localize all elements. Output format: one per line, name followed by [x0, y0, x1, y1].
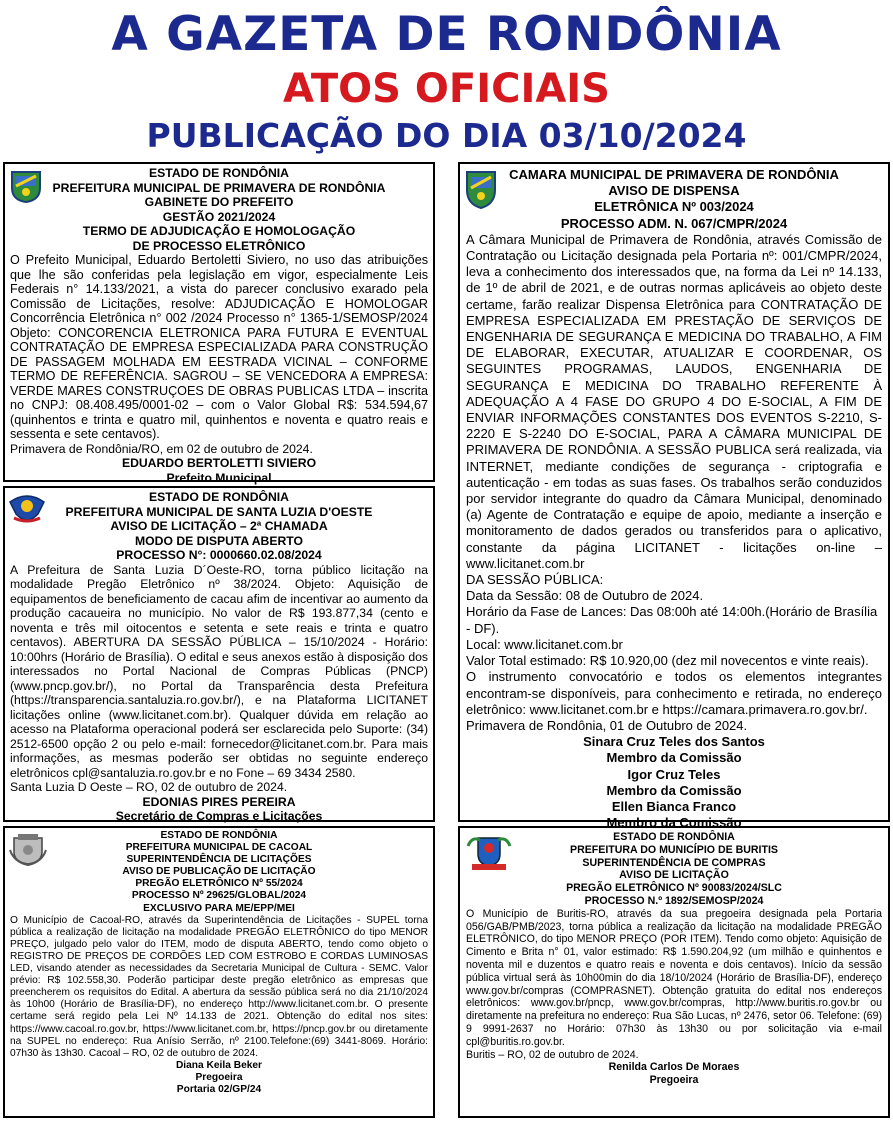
notice3-value: Valor Total estimado: R$ 10.920,00 (dez mil novecentos e vinte reais).: [466, 653, 869, 669]
notice5-process: PROCESSO N.º 1892/SEMOSP/2024: [584, 894, 764, 907]
notice3-session-hours: Horário da Fase de Lances: Das 08:00h até 14:00h.(Horário de Brasília - DF).: [466, 604, 878, 636]
notice4-signer-name: Diana Keila Beker: [175, 1059, 263, 1071]
notice4-signer-role: Pregoeira: [195, 1071, 243, 1083]
notice1-title: TERMO DE ADJUDICAÇÃO E HOMOLOGAÇÃO: [82, 224, 356, 238]
notice4-pregao: PREGÃO ELETRÔNICO Nº 55/2024: [135, 878, 303, 890]
notice4-state: ESTADO DE RONDÔNIA: [160, 830, 278, 841]
notice1-office: GABINETE DO PREFEITO: [144, 195, 294, 209]
notice2-title: AVISO DE LICITAÇÃO – 2ª CHAMADA: [110, 519, 328, 533]
notice2-entity: PREFEITURA MUNICIPAL DE SANTA LUZIA D'OESTE: [65, 504, 373, 519]
notice5-signer-name: Renilda Carlos De Moraes: [608, 1061, 740, 1074]
notice3-date: Primavera de Rondônia, 01 de Outubro de 2024.: [466, 717, 748, 733]
notice4-title: AVISO DE PUBLICAÇÃO DE LICITAÇÃO: [122, 866, 316, 878]
notice3-signer2-role: Membro da Comissão: [606, 782, 742, 798]
masthead-title: A GAZETA DE RONDÔNIA: [111, 7, 782, 62]
notice3-entity: CAMARA MUNICIPAL DE PRIMAVERA DE RONDÔNIA: [509, 167, 839, 182]
notice2-signer-role: Secretário de Compras e Licitações: [115, 809, 323, 823]
notice1-date: Primavera de Rondônia/RO, em 02 de outubro de 2024.: [10, 441, 313, 456]
notice3-signer1-name: Sinara Cruz Teles dos Santos: [583, 734, 765, 750]
santa-luzia-crest-icon: [8, 492, 46, 526]
notice3-body: A Câmara Municipal de Primavera de Rondônia, através Comissão de Contratação ou Licitação designada pela Portaria nº: 001/CMPR/2024, leva a conhecimento dos interessados que, na forma da Lei nº 14.133, de 1º de abril de 2021, e de outras normas aplicáveis ao objeto deste certame, farão realizar Dispensa Eletrônica para CONTRATAÇÃO DE EMPRESA ESPECIALIZADA EM PRESTAÇÃO DE SERVIÇOS DE ENGENHARIA DE SEGURANÇA E MEDICINA DO TRABALHO, A FIM DE ELABORAR, EXECUTAR, ATUALIZAR E COORDENAR, OS SEGUINTES PROGRAMAS, LAUDOS, ENGENHARIA DE SEGURANÇA E MEDICINA DO TRABALHO REFERENTE À ADEQUAÇÃO A 4 FASE DO GRUPO 4 DO E-SOCIAL, A FIM DE ENVIAR INFORMAÇÕES CONSTANTES DOS EVENTOS S-2210, S-2220 E S-2240 DO E-SOCIAL, PARA A CÂMARA MUNICIPAL DE PRIMAVERA DE RONDÔNIA. A SESSÃO PUBLICA será realizada, via INTERNET, mediante condições de segurança - criptografia e autenticação - em todas as suas fases. Os trabalhos serão conduzidos por servidor integrante do quadro da Câmara Municipal, denominado (a) Agente de Contratação e equipe de apoio, mediante a inserção e monitoramento de dados gerados ou transferidos para o aplicativo, constante da página LICITANET - licitações on-line – www.licitanet.com.br: [466, 231, 882, 571]
notice2-process: PROCESSO N°: 0000660.02.08/2024: [116, 548, 322, 562]
notice-buritis: [458, 826, 890, 1118]
notice-camara-primavera: [458, 162, 890, 831]
notice2-state: ESTADO DE RONDÔNIA: [149, 490, 289, 504]
notice5-date: Buritis – RO, 02 de outubro de 2024.: [466, 1048, 639, 1061]
notice5-office: SUPERINTENDÊNCIA DE COMPRAS: [582, 856, 766, 869]
notice3-signer1-role: Membro da Comissão: [606, 750, 742, 766]
notice4-office: SUPERINTENDÊNCIA DE LICITAÇÕES: [126, 854, 312, 866]
primavera-crest-icon: [8, 168, 44, 204]
notice5-entity: PREFEITURA DO MUNICÍPIO DE BURITIS: [570, 843, 778, 856]
notice2-signer-name: EDONIAS PIRES PEREIRA: [142, 794, 296, 809]
notice4-body: O Município de Cacoal-RO, através da Superintendência de Licitações - SUPEL torna pública a realização de licitação na modalidade PREGÃO ELETRÔNICO do tipo MENOR PREÇO, julgado pelo valor do ITEM, modo de disputa ABERTO, tendo como objeto o REGISTRO DE PREÇOS DE CORDÕES LED COM ESTROBO E CORDAS LUMINOSAS LED, visando atender as necessidades da Secretaria Municipal de Cultura - SEMC. Valor prévio: R$ 102.558,30. Poderão participar deste pregão eletrônico as empresas que preencherem os requisitos do Edital. A abertura da sessão pública será no dia 21/10/2024 às 10h00 (Horário de Brasília-DF), no endereço http://www.licitanet.com.br. O presente certame será regido pela Lei Nº 14.133 de 2021. Obtenção do edital nos sites: https://www.cacoal.ro.gov.br, https://www.licitanet.com.br, https://pncp.gov.br ou diretamente na SUPEL no endereço: Rua Anísio Serrão, nº 2100.Telefone:(69) 3441-8069. Horário: 07h30 às 13h30. Cacoal – RO, 02 de outubro de 2024.: [10, 914, 428, 1059]
notice3-process: PROCESSO ADM. N. 067/CMPR/2024: [560, 215, 788, 231]
notice4-exclusive: EXCLUSIVO PARA ME/EPP/MEI: [143, 902, 295, 914]
notice5-state: ESTADO DE RONDÔNIA: [613, 831, 735, 843]
notice-primavera-prefeitura: [3, 162, 435, 485]
notice2-date: Santa Luzia D Oeste – RO, 02 de outubro de 2024.: [10, 780, 288, 794]
buritis-crest-icon: [466, 832, 512, 872]
notice1-body: O Prefeito Municipal, Eduardo Bertoletti Siviero, no uso das atribuições que lhe são conferidas pela legislação em vigor, especialmente Leis Federais n° 14.133/2021, a vista do parecer conclusivo exarado pela Comissão de Licitações, resolve: ADJUDICAÇÃO E HOMOLOGAR Concorrência Eletrônica n° 002 /2024 Processo n° 1365-1/SEMOSP/2024 Objeto: CONCORENCIA ELETRONICA PARA FUTURA E EVENTUAL CONTRATAÇÃO DE EMPRESA ESPECIALIZADA PARA CONSTRUÇÃO DE PASSAGEM MOLHADA EM EESTRADA VICINAL – CONFORME TERMO DE REFERÊNCIA. SAGROU – SE VENCEDORA A EMPRESA: VERDE MARES CONSTRUÇOES DE OBRAS PUBLICAS LTDA – inscrita no CNPJ: 08.408.495/0001-02 – com o Valor Global R$: 534.594,67 (quinhentos e trinta e quatro mil, quinhentos e noventa e quatro reais e sessenta e sete centavos).: [10, 253, 428, 441]
masthead-edition: PUBLICAÇÃO DO DIA 03/10/2024: [146, 116, 747, 155]
notice-cacoal: [3, 826, 435, 1118]
notice4-signer-doc: Portaria 02/GP/24: [176, 1083, 262, 1095]
notice3-instrument: O instrumento convocatório e todos os elementos integrantes encontram-se disponíveis, para conhecimento e retirada, no endereço eletrônico: www.licitanet.com.br e https://camara.primavera.ro.gov.br/.: [466, 669, 882, 717]
masthead-section: ATOS OFICIAIS: [283, 66, 610, 112]
notice1-term: GESTÃO 2021/2024: [162, 209, 276, 224]
notice5-title: AVISO DE LICITAÇÃO: [619, 869, 729, 882]
notice3-session-title: DA SESSÃO PÚBLICA:: [466, 572, 604, 588]
notice1-entity: PREFEITURA MUNICIPAL DE PRIMAVERA DE RONDÔNIA: [52, 180, 386, 195]
notice-santa-luzia: [3, 486, 435, 822]
notice4-entity: PREFEITURA MUNICIPAL DE CACOAL: [125, 842, 313, 854]
notice4-process: PROCESSO Nº 29625/GLOBAL/2024: [131, 890, 307, 902]
notice2-body: A Prefeitura de Santa Luzia D´Oeste-RO, torna público licitação na modalidade Pregão Eletrônico nº 38/2024. Objeto: Aquisição de equipamentos de beneficiamento de cacau afim de incentivar ao aumento da produção cacaueira no município. No valor de R$ 193.877,34 (cento e noventa e três mil oitocentos e setenta e sete reais e trinta e quatro centavos). ABERTURA DA SESSÃO PÚBLICA – 15/10/2024 - Horário: 10:00hrs (Horário de Brasília). O edital e seus anexos estão à disposição dos interessados no Portal Nacional de Compras Públicas (PNCP) (www.pncp.gov.br/), no Portal da Transparência desta Prefeitura (https://transparencia.santaluzia.ro.gov.br/), e na Plataforma LICITANET licitações online (www.licitanet.com.br). Qualquer dúvida em relação ao acesso na Plataforma operacional poderá ser esclarecida pelo Suporte: (34) 2512-6500 opção 2 ou pelo e-mail: fornecedor@licitanet.com.br. Para mais informações, as mesmas poderão ser obtidas no seguinte endereço eletrônicos cpl@santaluzia.ro.gov.br e no Fone – 69 3434 2580.: [10, 562, 428, 780]
notice1-subtitle: DE PROCESSO ELETRÔNICO: [132, 238, 306, 253]
notice3-local: Local: www.licitanet.com.br: [466, 636, 623, 652]
notice5-body: O Município de Buritis-RO, através da sua pregoeira designada pela Portaria 056/GAB/PMB/2023, torna pública a realização da licitação na modalidade PREGÃO ELETRÔNICO, do tipo MENOR PREÇO (POR ITEM). Tendo como objeto: Aquisição de Cimento e Brita n° 01, valor estimado: R$ 1.590.204,92 (um milhão e quinhentos e noventa mil e duzentos e quatro reais e noventa e dois centavos). Início da sessão pública virtual será às 10h00min do dia 18/10/2024 (Horário de Brasília-DF), endereço www.gov.br/compras (COMPRASNET). Obtenção gratuita do edital nos endereços eletrônicos: www.gov.br/pncp, www.gov.br/compras, http://www.buritis.ro.gov.br ou diretamente na prefeitura no endereço: Rua São Lucas, nº 2476, setor 06. Telefone: (69) 9 9991-2637 no Horário: 07h30 às 13h30 ou por solicitação via e-mail cpl@buritis.ro.gov.br.: [466, 907, 882, 1048]
notice3-session-date: Data da Sessão: 08 de Outubro de 2024.: [466, 588, 704, 604]
notice5-pregao: PREGÃO ELETRÔNICO Nº 90083/2024/SLC: [566, 882, 782, 895]
notice2-mode: MODO DE DISPUTA ABERTO: [135, 533, 303, 548]
notice1-signer-name: EDUARDO BERTOLETTI SIVIERO: [121, 456, 317, 470]
camara-crest-icon: [463, 168, 499, 210]
notice3-number: ELETRÔNICA Nº 003/2024: [594, 199, 754, 215]
cacoal-crest-icon: [8, 832, 48, 866]
notice3-signer2-name: Igor Cruz Teles: [627, 766, 721, 782]
notice3-signer3-role: Membro da Comissão: [606, 815, 742, 831]
notice1-signer-role: Prefeito Municipal: [166, 470, 272, 485]
notice3-signer3-name: Ellen Bianca Franco: [611, 798, 737, 814]
notice5-signer-role: Pregoeira: [649, 1074, 699, 1087]
notice3-title: AVISO DE DISPENSA: [608, 183, 740, 199]
notice1-state: ESTADO DE RONDÔNIA: [149, 166, 289, 180]
